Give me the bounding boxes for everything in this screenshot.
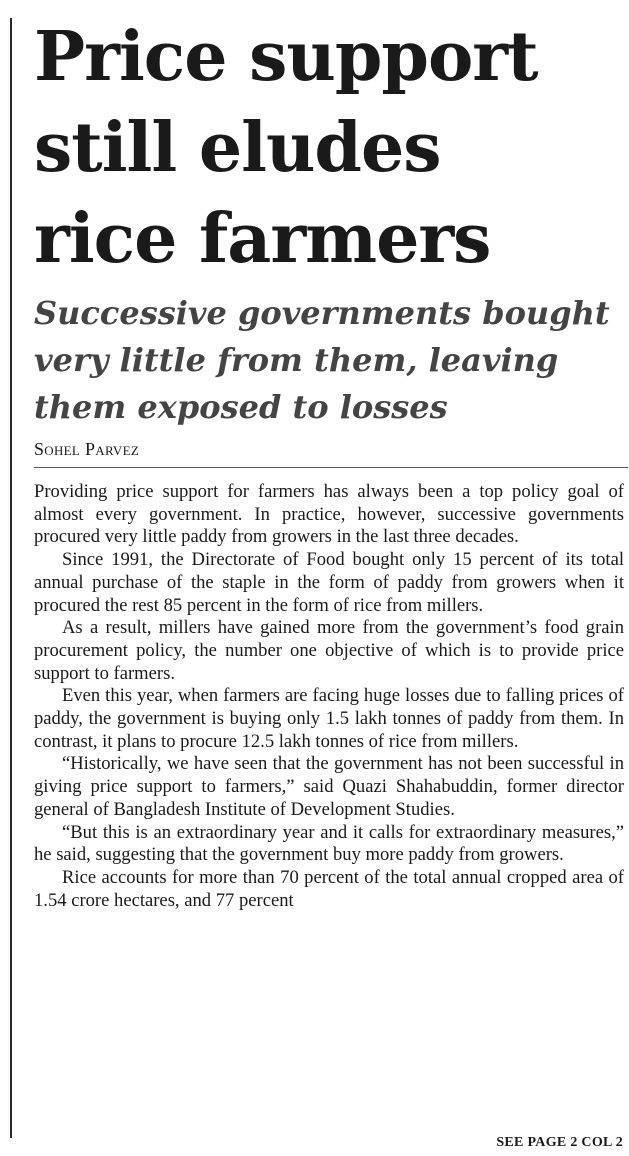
body-paragraph: “But this is an extraordinary year and it calls for extraordinary measures,” he said, suggesting that the government buy more paddy from growers. xyxy=(34,821,624,866)
body-paragraph: Rice accounts for more than 70 percent of the total annual cropped area of 1.54 crore hectares, and 77 percent xyxy=(34,866,624,911)
column-rule xyxy=(10,18,12,1138)
byline: Sohel Parvez xyxy=(34,439,140,459)
body-paragraph: Even this year, when farmers are facing huge losses due to falling prices of paddy, the government is buying only 1.5 lakh tonnes of paddy from them. In contrast, it plans to procure 12.5 lakh tonnes of rice from millers. xyxy=(34,685,624,752)
subheadline xyxy=(34,290,624,431)
headline-line: rice farmers xyxy=(34,199,491,279)
body-paragraph: “Historically, we have seen that the government has not been successful in giving price support to farmers,” said Quazi Shahabuddin, former director general of Bangladesh Institute of Development Studies. xyxy=(34,753,624,820)
headline-line: still eludes xyxy=(34,108,441,188)
subheadline-line: very little from them, leaving xyxy=(34,341,559,379)
subheadline-line: Successive governments bought xyxy=(34,294,610,332)
body-paragraph: Since 1991, the Directorate of Food bought only 15 percent of its total annual purchase of the staple in the form of paddy from growers when it procured the rest 85 percent in the form of rice from millers. xyxy=(34,549,624,616)
byline-divider xyxy=(34,467,628,468)
continuation-jump-link[interactable]: SEE PAGE 2 COL 2 xyxy=(496,1135,623,1150)
headline-line: Price support xyxy=(34,17,538,97)
body-paragraph: Providing price support for farmers has always been a top policy goal of almost every government. In practice, however, successive governments procured very little paddy from growers in the last three decades. xyxy=(34,481,624,548)
body-paragraph: As a result, millers have gained more from the government’s food grain procurement policy, the number one objective of which is to provide price support to farmers. xyxy=(34,617,624,684)
subheadline-line: them exposed to losses xyxy=(34,388,448,426)
headline xyxy=(34,12,624,285)
article-body xyxy=(34,481,624,912)
